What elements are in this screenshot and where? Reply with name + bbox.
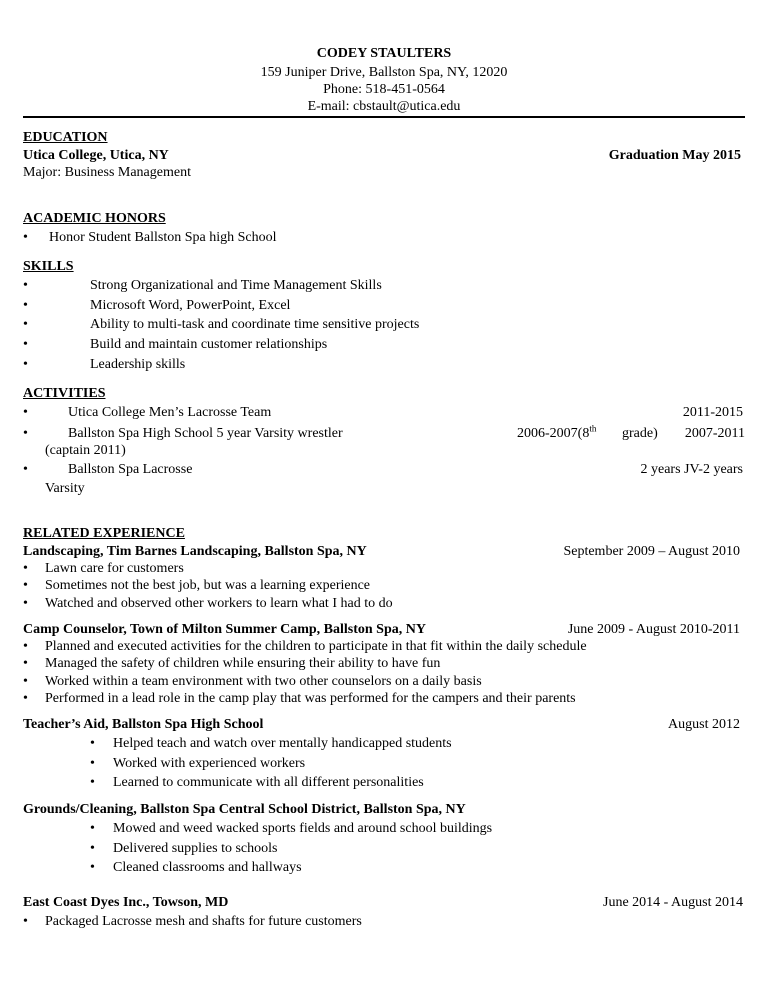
job-title: East Coast Dyes Inc., Towson, MD: [23, 895, 229, 910]
job-bullet: Cleaned classrooms and hallways: [113, 860, 302, 875]
activities-heading: ACTIVITIES: [23, 386, 106, 401]
job-bullet: Performed in a lead role in the camp play that was performed for the campers and their parents: [45, 691, 576, 706]
education-heading: EDUCATION: [23, 130, 108, 145]
bullet: •: [23, 561, 28, 576]
activity-item: Ballston Spa High School 5 year Varsity wrestler: [68, 426, 343, 441]
bullet: •: [23, 317, 28, 332]
bullet: •: [90, 736, 95, 751]
activity-date: 2011-2015: [682, 405, 743, 420]
job-date: June 2014 - August 2014: [603, 895, 743, 910]
activity-grade-suffix: th: [589, 423, 597, 434]
skill-item: Leadership skills: [90, 357, 186, 372]
job-bullet: Mowed and weed wacked sports fields and around school buildings: [113, 821, 493, 836]
bullet: •: [23, 426, 28, 441]
bullet: •: [23, 578, 28, 593]
activity-item: Ballston Spa Lacrosse: [68, 462, 193, 477]
education-graduation: Graduation May 2015: [608, 148, 741, 163]
activity-date: 2 years JV-2 years: [640, 462, 743, 477]
job-date: August 2012: [668, 717, 740, 732]
skill-item: Ability to multi-task and coordinate time sensitive projects: [90, 317, 420, 332]
bullet: •: [23, 298, 28, 313]
bullet: •: [23, 674, 28, 689]
job-date: June 2009 - August 2010-2011: [567, 622, 740, 637]
job-bullet: Watched and observed other workers to learn what I had to do: [45, 596, 393, 611]
bullet: •: [23, 278, 28, 293]
honors-item: Honor Student Ballston Spa high School: [49, 230, 277, 245]
bullet: •: [23, 462, 28, 477]
education-major: Major: Business Management: [23, 165, 191, 180]
bullet: •: [23, 357, 28, 372]
job-bullet: Learned to communicate with all different personalities: [113, 775, 424, 790]
bullet: •: [23, 914, 28, 929]
bullet: •: [90, 860, 95, 875]
bullet: •: [23, 691, 28, 706]
address: 159 Juniper Drive, Ballston Spa, NY, 12020: [260, 65, 508, 80]
honors-heading: ACADEMIC HONORS: [23, 211, 166, 226]
email: E-mail: cbstault@utica.edu: [307, 99, 461, 114]
job-bullet: Worked within a team environment with two other counselors on a daily basis: [45, 674, 482, 689]
bullet: •: [23, 405, 28, 420]
job-title: Camp Counselor, Town of Milton Summer Camp, Ballston Spa, NY: [23, 622, 426, 637]
job-date: September 2009 – August 2010: [563, 544, 740, 559]
header-divider: [23, 116, 745, 118]
bullet: •: [23, 337, 28, 352]
bullet: •: [23, 596, 28, 611]
activity-item: Utica College Men’s Lacrosse Team: [68, 405, 272, 420]
job-bullet: Delivered supplies to schools: [113, 841, 278, 856]
job-title: Teacher’s Aid, Ballston Spa High School: [23, 717, 264, 732]
bullet: •: [90, 821, 95, 836]
job-title: Grounds/Cleaning, Ballston Spa Central School District, Ballston Spa, NY: [23, 802, 466, 817]
job-bullet: Lawn care for customers: [45, 561, 184, 576]
bullet: •: [23, 230, 28, 245]
bullet: •: [90, 756, 95, 771]
job-bullet: Worked with experienced workers: [113, 756, 306, 771]
bullet: •: [90, 775, 95, 790]
activity-continuation: Varsity: [45, 481, 85, 496]
bullet: •: [90, 841, 95, 856]
activity-grade-label: grade): [622, 426, 658, 441]
bullet: •: [23, 639, 28, 654]
skill-item: Strong Organizational and Time Management Skills: [90, 278, 382, 293]
skill-item: Build and maintain customer relationships: [90, 337, 328, 352]
activity-continuation: (captain 2011): [45, 443, 126, 458]
bullet: •: [23, 656, 28, 671]
activity-date: 2007-2011: [684, 426, 745, 441]
phone: Phone: 518-451-0564: [323, 82, 445, 97]
job-bullet: Managed the safety of children while ensuring their ability to have fun: [45, 656, 441, 671]
resume-name: CODEY STAULTERS: [316, 46, 452, 61]
job-bullet: Sometimes not the best job, but was a learning experience: [45, 578, 371, 593]
job-bullet: Helped teach and watch over mentally handicapped students: [113, 736, 452, 751]
activity-grade-years: 2006-2007(8: [517, 426, 590, 441]
job-bullet: Packaged Lacrosse mesh and shafts for future customers: [45, 914, 362, 929]
skill-item: Microsoft Word, PowerPoint, Excel: [90, 298, 291, 313]
job-title: Landscaping, Tim Barnes Landscaping, Ballston Spa, NY: [23, 544, 367, 559]
experience-heading: RELATED EXPERIENCE: [23, 526, 185, 541]
job-bullet: Planned and executed activities for the children to participate in that fit within the daily schedule: [45, 639, 587, 654]
activity-grade: [517, 425, 596, 443]
education-school: Utica College, Utica, NY: [23, 148, 169, 163]
skills-heading: SKILLS: [23, 259, 74, 274]
